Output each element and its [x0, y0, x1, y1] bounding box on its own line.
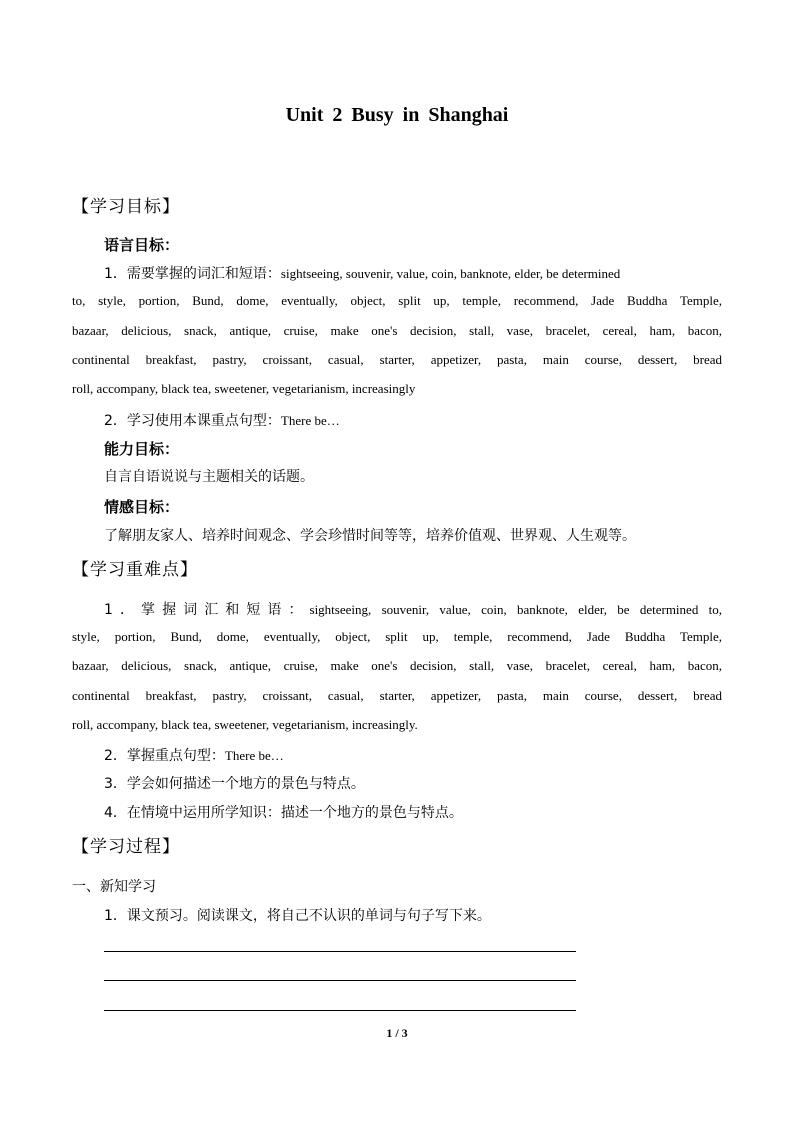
keypoint-item-3: 3．学会如何描述一个地方的景色与特点。	[104, 776, 365, 792]
keypoint-item-4: 4．在情境中运用所学知识：描述一个地方的景色与特点。	[104, 805, 463, 821]
ability-objective-text: 自言自语说说与主题相关的话题。	[104, 469, 314, 485]
objective-item-1-line-3: bazaar, delicious, snack, antique, cruise, make one's decision, stall, vase, bracelet, cereal, ham, bacon,	[72, 323, 722, 338]
objective-item-1-text-1: sightseeing, souvenir, value, coin, banknote, elder, be determined	[280, 266, 621, 281]
keypoint-item-1-line-2: style, portion, Bund, dome, eventually, object, split up, temple, recommend, Jade Buddha Temple,	[72, 629, 722, 644]
page-number: 1 / 3	[386, 1026, 408, 1040]
emotion-objective-text: 了解朋友家人、培养时间观念、学会珍惜时间等等，培养价值观、世界观、人生观等。	[104, 528, 636, 544]
keypoint-item-2-prefix: 2．掌握重点句型：	[104, 748, 225, 764]
emotion-objective-label: 情感目标：	[104, 498, 180, 516]
answer-blank-line-3[interactable]	[104, 1010, 576, 1011]
section-heading-objectives: 【学习目标】	[72, 197, 180, 217]
keypoint-item-1-line-1	[104, 599, 722, 619]
keypoint-item-2-text: There be…	[224, 748, 284, 763]
objective-item-2	[104, 410, 722, 430]
keypoint-item-2	[104, 745, 722, 765]
answer-blank-line-2[interactable]	[104, 980, 576, 981]
keypoint-item-1-line-3: bazaar, delicious, snack, antique, cruise, make one's decision, stall, vase, bracelet, cereal, ham, bacon,	[72, 658, 722, 673]
keypoint-item-1-text-1: sightseeing, souvenir, value, coin, banknote, elder, be determined to,	[309, 602, 722, 617]
keypoint-item-1-prefix: 1．掌握词汇和短语：	[104, 602, 310, 618]
objective-item-1-prefix: 1．需要掌握的词汇和短语：	[104, 266, 281, 282]
objective-item-1-line-4: continental breakfast, pastry, croissant, casual, starter, appetizer, pasta, main course, dessert, bread	[72, 352, 722, 367]
process-item-1: 1．课文预习。阅读课文，将自己不认识的单词与句子写下来。	[104, 908, 491, 924]
keypoint-item-1-line-4: continental breakfast, pastry, croissant, casual, starter, appetizer, pasta, main course, dessert, bread	[72, 688, 722, 703]
process-part-1-heading: 一、新知学习	[72, 879, 156, 895]
keypoint-item-1-line-5: roll, accompany, black tea, sweetener, vegetarianism, increasingly.	[72, 717, 418, 732]
language-objective-label: 语言目标：	[104, 236, 180, 254]
section-heading-key-points: 【学习重难点】	[72, 560, 198, 580]
document-title: Unit 2 Busy in Shanghai	[285, 104, 509, 126]
objective-item-1-line-5: roll, accompany, black tea, sweetener, vegetarianism, increasingly	[72, 381, 416, 396]
objective-item-1-line-1	[104, 263, 722, 283]
objective-item-2-prefix: 2．学习使用本课重点句型：	[104, 413, 281, 429]
objective-item-2-text: There be…	[280, 413, 340, 428]
ability-objective-label: 能力目标：	[104, 440, 180, 458]
objective-item-1-line-2: to, style, portion, Bund, dome, eventually, object, split up, temple, recommend, Jade Buddha Temple,	[72, 293, 722, 308]
section-heading-process: 【学习过程】	[72, 837, 180, 857]
answer-blank-line-1[interactable]	[104, 951, 576, 952]
